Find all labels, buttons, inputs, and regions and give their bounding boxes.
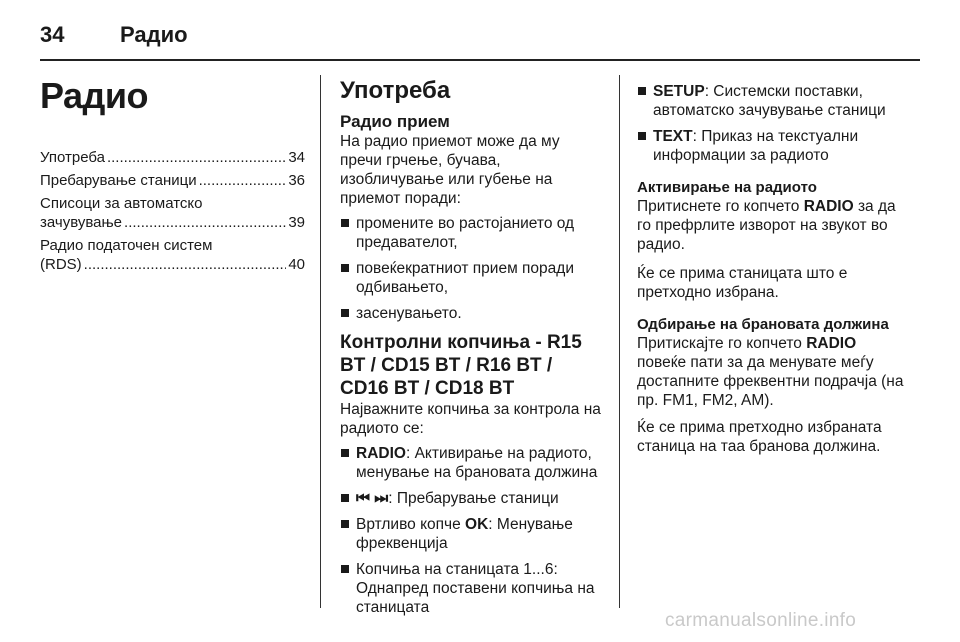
list-item [340, 515, 605, 553]
list-item [637, 127, 907, 165]
list-item [340, 304, 605, 323]
content-column-3 [637, 68, 907, 456]
list-item [340, 560, 605, 617]
radio-key-label: RADIO [356, 445, 406, 462]
watermark: carmanualsonline.info [665, 610, 857, 631]
toc-entry-text: Радио податочен систем [40, 237, 213, 254]
band-radio-key: RADIO [806, 335, 857, 352]
toc-row [40, 171, 305, 190]
bullet-square-icon [341, 520, 349, 528]
bullet-square-icon [638, 132, 646, 140]
text-key-description: : Приказ на текстуални информации за радиото [653, 128, 859, 164]
controls-bullet-list [340, 444, 605, 617]
toc-entry-text: Списоци за автоматско [40, 195, 203, 212]
list-item-text: засенувањето. [356, 305, 462, 322]
toc-leader-dots [124, 213, 286, 232]
header-rule [40, 59, 920, 61]
page-number: 34 [40, 22, 65, 47]
content-column-2 [340, 68, 605, 624]
activate-text-b: за да го префрлите изворот на звукот во радио. [637, 198, 896, 253]
bullet-square-icon [341, 264, 349, 272]
toc-row [40, 255, 305, 274]
section-heading-usage: Употреба [340, 77, 451, 104]
more-controls-bullet-list [637, 82, 907, 165]
setup-key-description: : Системски поставки, автоматско зачувување станици [653, 83, 886, 119]
subheading-activate-radio: Активирање на радиото [637, 179, 817, 196]
subheading-select-band: Одбирање на брановата должина [637, 316, 889, 333]
toc-page-number: 36 [288, 172, 305, 189]
page-header [40, 20, 188, 50]
radio-key-description: : Активирање на радиото, менување на брановата должина [356, 445, 598, 481]
activate-radio-key: RADIO [803, 198, 854, 215]
header-title: Радио [120, 22, 188, 47]
seek-keys-icon: ⏮ ⏭ [356, 490, 389, 507]
toc-column [40, 68, 305, 278]
reception-paragraph: На радио приемот може да му пречи грчење, бучава, изобличување или губење на приемот поради: [340, 133, 560, 207]
activate-paragraph-1 [637, 197, 907, 254]
list-item [340, 444, 605, 482]
activate-text-a: Притиснете го копчето [637, 198, 804, 215]
bullet-square-icon [341, 219, 349, 227]
bullet-square-icon [638, 87, 646, 95]
controls-paragraph: Најважните копчиња за контрола на радиото се: [340, 401, 601, 437]
ok-knob-description: : Менување фреквенција [356, 516, 573, 552]
list-item [340, 214, 605, 252]
toc-leader-dots [107, 148, 286, 167]
band-text-a: Притискајте го копчето [637, 335, 807, 352]
band-paragraph-1 [637, 334, 907, 410]
toc-entry-title: (RDS) [40, 256, 82, 273]
toc-leader-dots [199, 171, 287, 190]
table-of-contents [40, 148, 305, 274]
toc-page-number: 39 [288, 214, 305, 231]
station-buttons-description: Копчиња на станицата 1...6: Однапред поставени копчиња на станицата [356, 561, 595, 616]
toc-row [40, 213, 305, 232]
ok-knob-prefix: Вртливо копче [356, 516, 466, 533]
list-item [340, 489, 605, 508]
toc-entry-title: Пребарување станици [40, 172, 197, 189]
column-divider-1 [320, 75, 321, 608]
setup-key-label: SETUP [653, 83, 705, 100]
list-item-text: повеќекратниот прием поради одбивањето, [356, 260, 574, 296]
toc-entry[interactable] [40, 194, 305, 232]
toc-entry-title: Употреба [40, 149, 105, 166]
subheading-control-buttons: Контролни копчиња - R15 BT / CD15 BT / R16 BT / CD16 BT / CD18 BT [340, 332, 582, 399]
bullet-square-icon [341, 449, 349, 457]
toc-entry[interactable] [40, 236, 305, 274]
band-paragraph-2: Ќе се прима претходно избраната станица на таа бранова должина. [637, 419, 882, 455]
column-divider-2 [619, 75, 620, 608]
toc-page-number: 34 [288, 149, 305, 166]
toc-row [40, 148, 305, 167]
chapter-title: Радио [40, 75, 149, 116]
ok-key-label: OK [465, 516, 489, 533]
band-text-b: повеќе пати за да менувате меѓу достапните фреквентни подрачја (на пр. FM1, FM2, AM). [637, 354, 904, 409]
toc-entry-title: зачувување [40, 214, 123, 231]
toc-entry[interactable] [40, 171, 305, 190]
toc-entry[interactable] [40, 148, 305, 167]
bullet-square-icon [341, 309, 349, 317]
list-item [340, 259, 605, 297]
toc-page-number: 40 [288, 256, 305, 273]
bullet-square-icon [341, 494, 349, 502]
reception-bullet-list [340, 214, 605, 323]
bullet-square-icon [341, 565, 349, 573]
text-key-label: TEXT [653, 128, 693, 145]
list-item-text: промените во растојанието од предавателот, [356, 215, 575, 251]
list-item [637, 82, 907, 120]
toc-leader-dots [84, 255, 287, 274]
seek-keys-description: : Пребарување станици [388, 490, 559, 507]
subheading-radio-reception: Радио прием [340, 112, 450, 131]
activate-paragraph-2: Ќе се прима станицата што е претходно избрана. [637, 265, 848, 301]
